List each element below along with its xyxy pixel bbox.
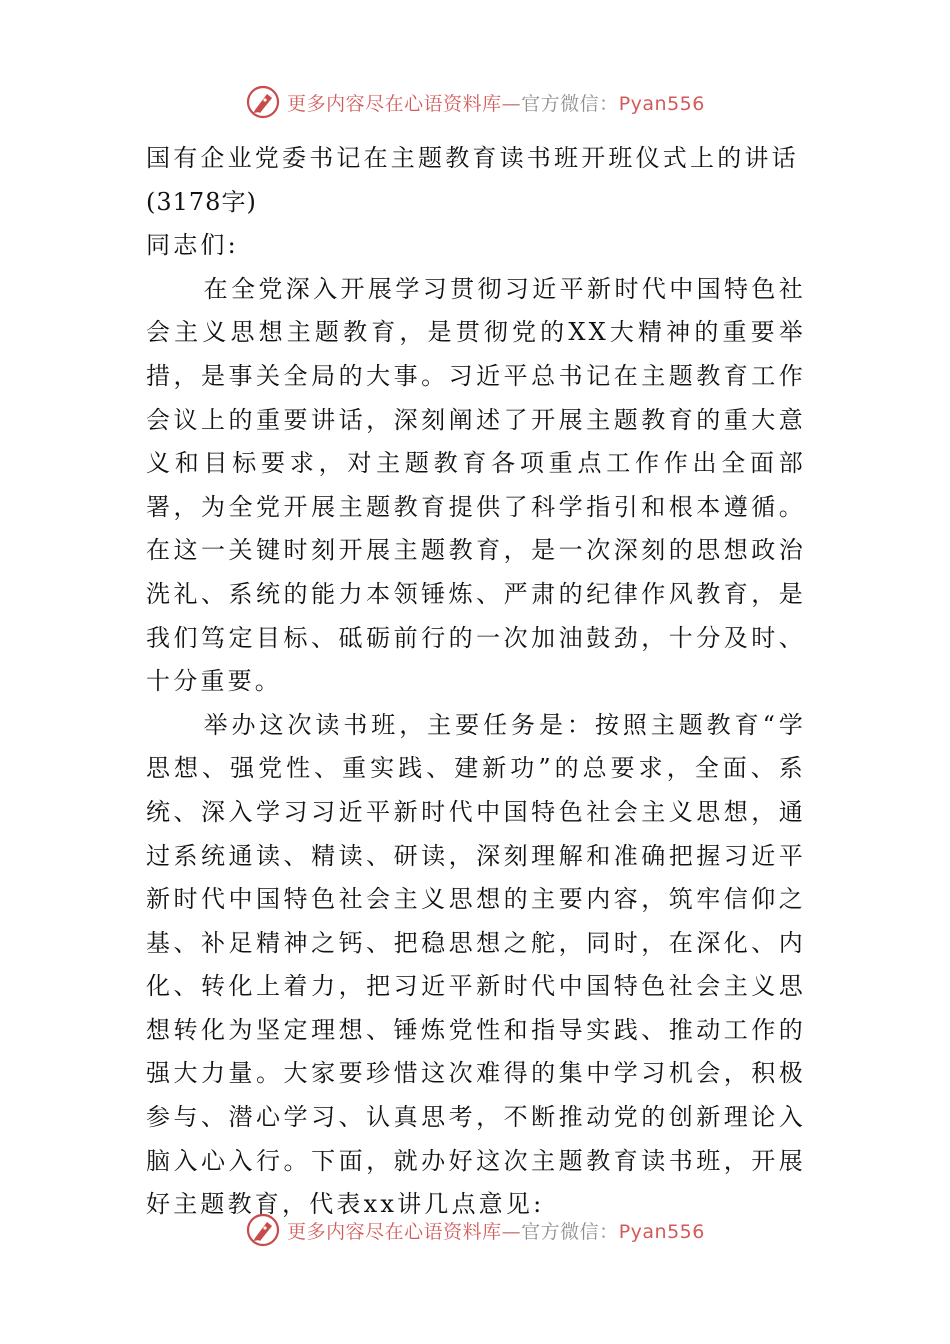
paragraph-1: 在全党深入开展学习贯彻习近平新时代中国特色社会主义思想主题教育，是贯彻党的XX大精神的重要举措，是事关全局的大事。习近平总书记在主题教育工作会议上的重要讲话，深刻阐述了开展主题教育的重大意义和目标要求，对主题教育各项重点工作作出全面部署，为全党开展主题教育提供了科学指引和根本遵循。在这一关键时刻开展主题教育，是一次深刻的思想政治洗礼、系统的能力本领锤炼、严肃的纪律作风教育，是我们笃定目标、砥砺前行的一次加油鼓劲，十分及时、十分重要。 [146, 274, 806, 696]
banner-official-label: 官方微信： [521, 1220, 619, 1243]
document-title: 国有企业党委书记在主题教育读书班开班仪式上的讲话 [146, 144, 799, 172]
footer-banner [0, 1208, 950, 1252]
salutation: 同志们: [146, 231, 239, 260]
banner-content [245, 84, 705, 120]
banner-official-label: 官方微信： [521, 92, 619, 115]
banner-site: 更多内容尽在心语资料库 [287, 92, 502, 115]
banner-wechat-id: Pyan556 [618, 92, 705, 115]
header-banner [0, 80, 950, 124]
banner-content [245, 1212, 705, 1248]
paragraph-2: 举办这次读书班，主要任务是：按照主题教育“学思想、强党性、重实践、建新功”的总要求，全面、系统、深入学习习近平新时代中国特色社会主义思想，通过系统通读、精读、研读，深刻理解和准确把握习近平新时代中国特色社会主义思想的主要内容，筑牢信仰之基、补足精神之钙、把稳思想之舵，同时，在深化、内化、转化上着力，把习近平新时代中国特色社会主义思想转化为坚定理想、锤炼党性和指导实践、推动工作的强大力量。大家要珍惜这次难得的集中学习机会，积极参与、潜心学习、认真思考，不断推动党的创新理论入脑入心入行。下面，就办好这次主题教育读书班，开展好主题教育，代表xx讲几点意见: [146, 710, 806, 1219]
banner-text [287, 89, 705, 116]
pen-nib-logo-icon [245, 1212, 281, 1248]
document-body [146, 137, 806, 1227]
banner-text [287, 1217, 705, 1244]
banner-separator: — [501, 92, 522, 115]
banner-wechat-id: Pyan556 [618, 1220, 705, 1243]
document-word-count: (3178字) [146, 187, 257, 216]
banner-site: 更多内容尽在心语资料库 [287, 1220, 502, 1243]
pen-nib-logo-icon [245, 84, 281, 120]
banner-separator: — [501, 1220, 522, 1243]
